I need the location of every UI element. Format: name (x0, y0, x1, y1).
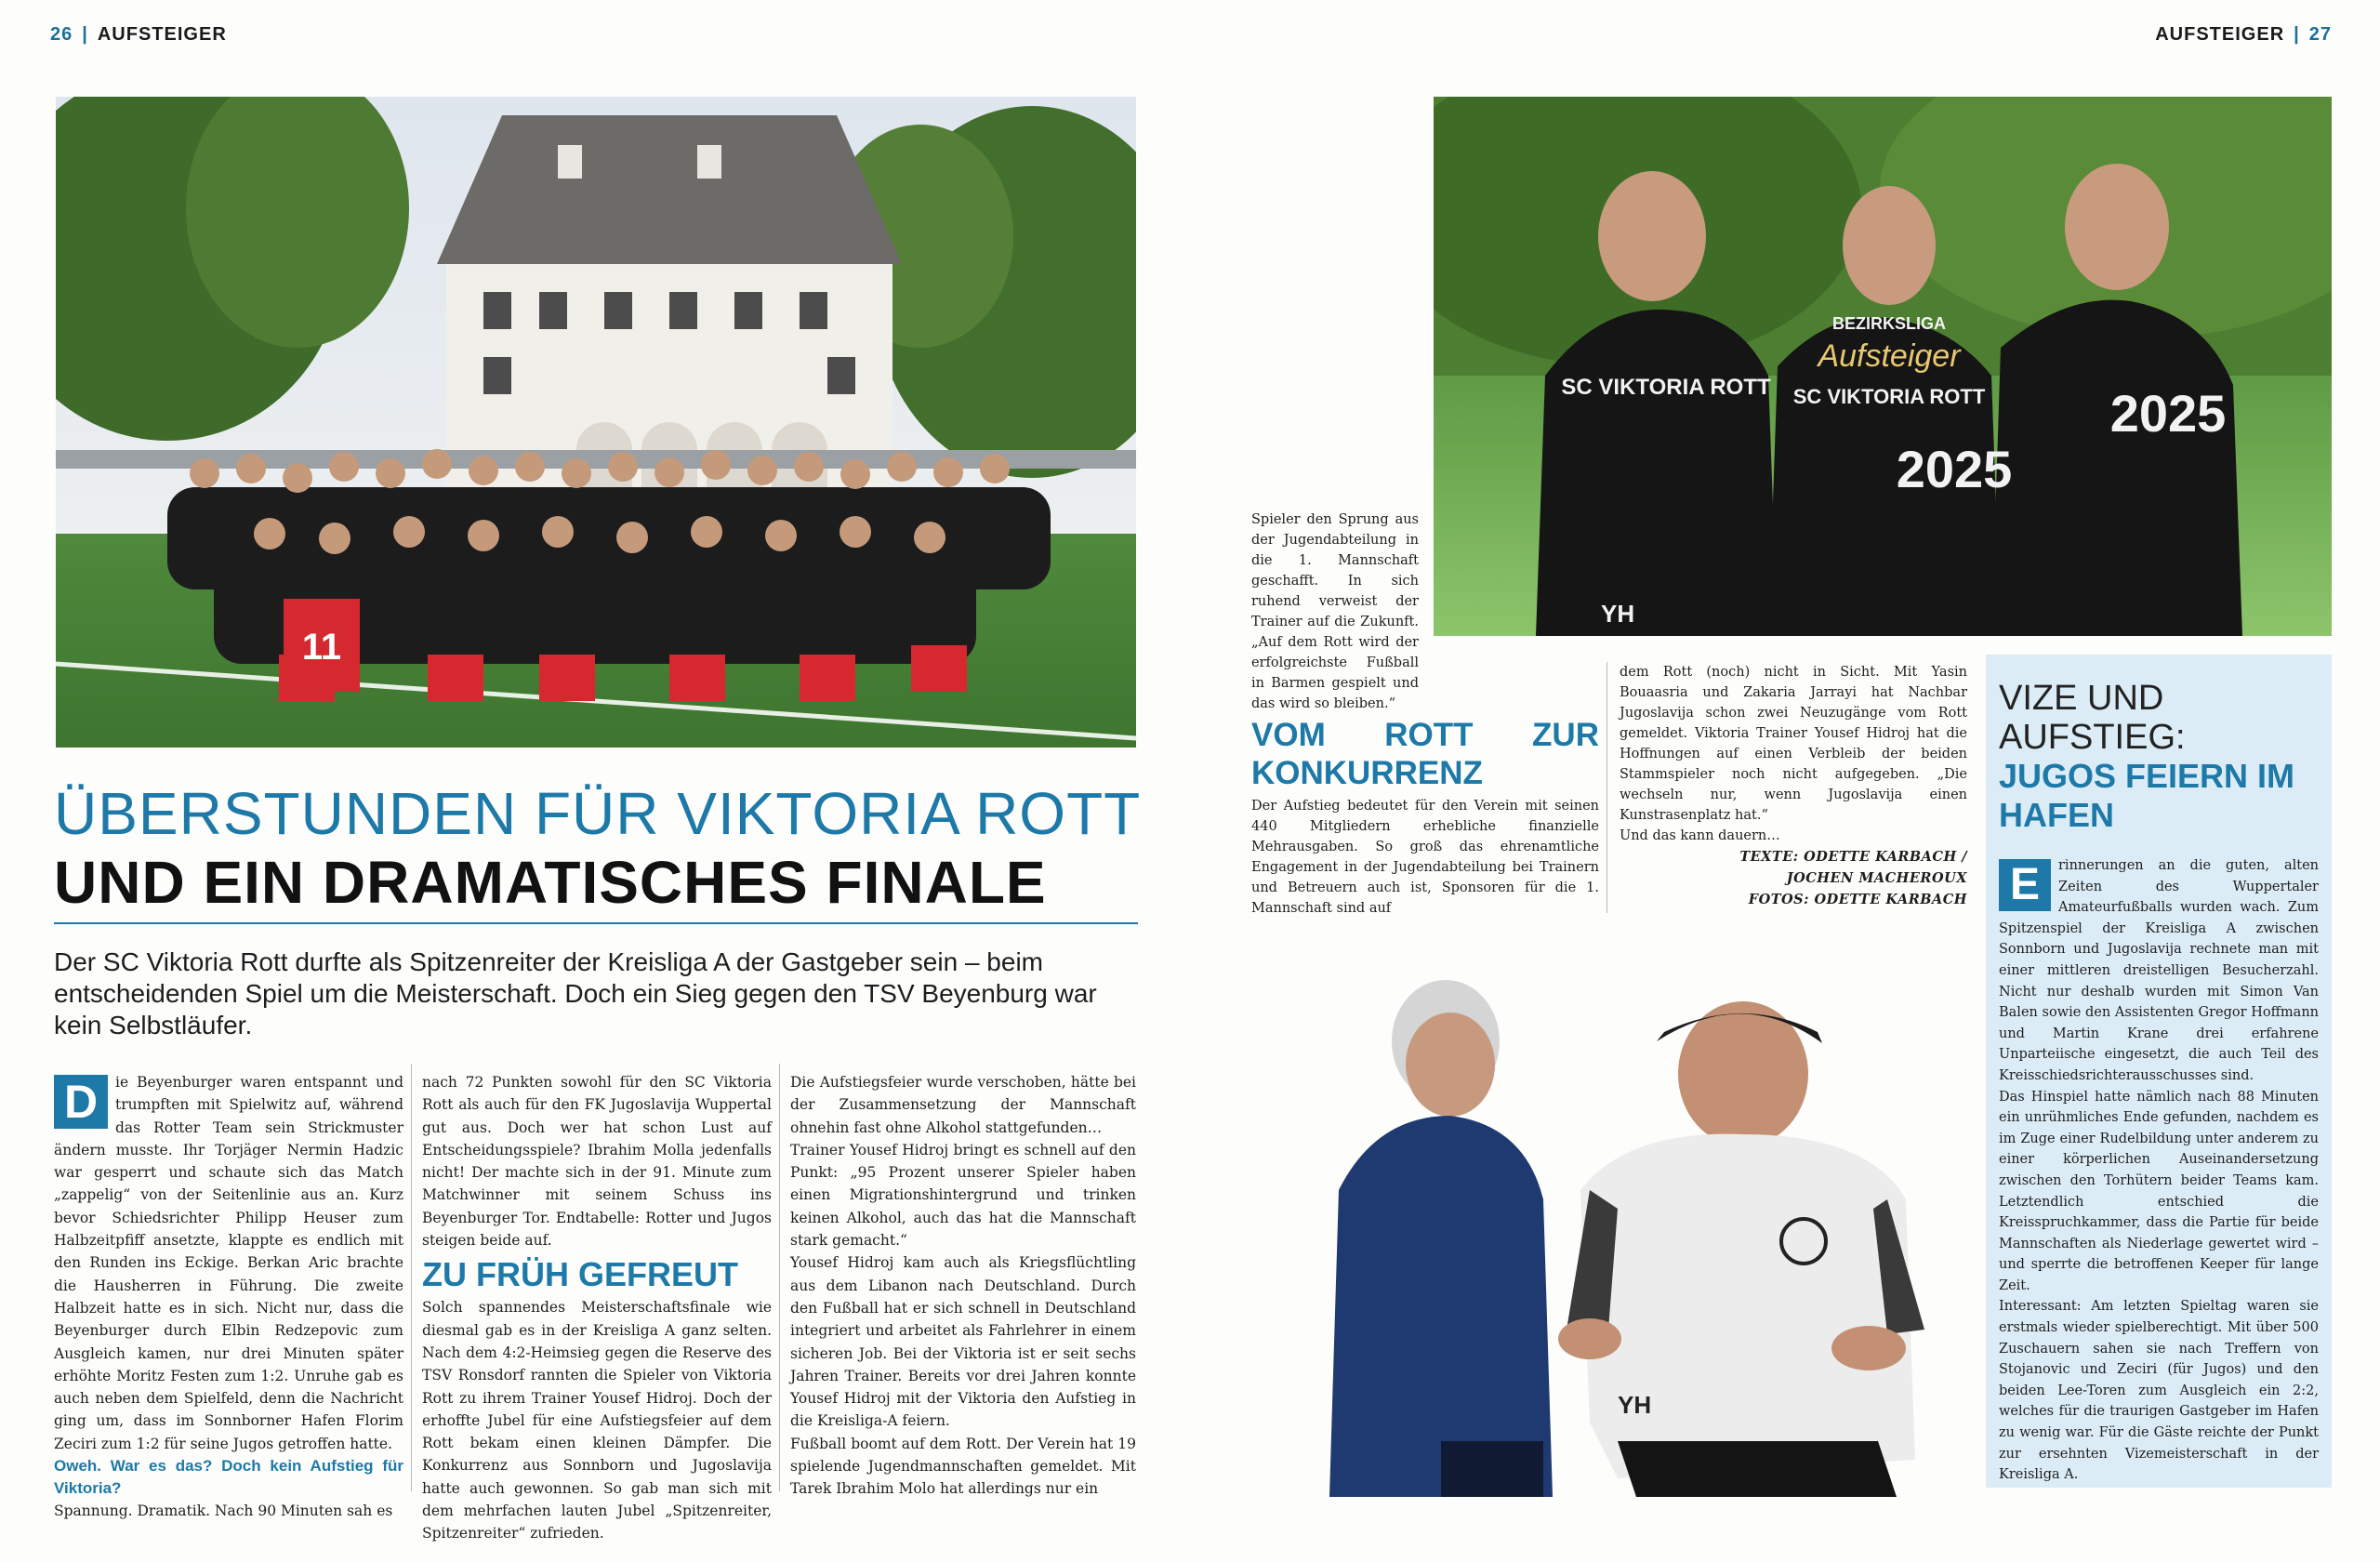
col1-text-end: Spannung. Dramatik. Nach 90 Minuten sah es (54, 1502, 393, 1520)
col4-text-2: Der Aufstieg bedeutet für den Verein mit seinen 440 Mitgliedern erhebliche finanzielle Mehrausgaben. So groß das ehrenamtliche Engagement in der Jugendabteilung bei Trainern und Betreuern auch ist, Sponsoren für die 1. Mannschaft sind auf (1251, 799, 1599, 916)
article-column-4a (1251, 510, 1419, 714)
credit-line-2: JOCHEN MACHEROUX (1786, 870, 1967, 886)
column-divider (779, 1064, 780, 1491)
column-divider (1606, 662, 1607, 913)
col3-text-2: Trainer Yousef Hidroj bringt es schnell auf den Punkt: „95 Prozent unserer Spieler haben einen Migrationshintergrund und trinken keinen Alkohol, auch das hat die Mannschaft stark gemacht.“ (790, 1141, 1136, 1250)
col3-text-4: Fußball boomt auf dem Rott. Der Verein hat 19 spielende Jugendmannschaften gemeldet. Mit Tarek Ibrahim Molo hat allerdings nur ein (790, 1435, 1136, 1498)
box-text (1999, 855, 2319, 1486)
page-header-left: 26 | AUFSTEIGER (50, 24, 227, 45)
shirt-league: BEZIRKSLIGA (1831, 314, 1947, 333)
page-header-right: AUFSTEIGER | 27 (2155, 24, 2332, 45)
sidebar-box (1986, 655, 2332, 1488)
col3-text-3: Yousef Hidroj kam auch als Kriegsflüchtling aus dem Libanon nach Deutschland. Durch den Fußball hat er sich schnell in Deutschland integriert und arbeitet als Fahrlehrer in einem sicheren Job. Bei der Viktoria ist er seit sechs Jahren Trainer. Bereits vor drei Jahren konnte Yousef Hidroj mit der Viktoria den Aufstieg in die Kreisliga-A feiern. (790, 1254, 1136, 1430)
box-title-1: VIZE UND AUFSTIEG: (1999, 679, 2186, 757)
subhead-vom-rott: VOM ROTT ZUR KONKURRENZ (1251, 717, 1599, 791)
headline-line-2: UND EIN DRAMATISCHES FINALE (54, 849, 1047, 916)
box-text-2: Das Hinspiel hatte nämlich nach 88 Minuten ein unrühmliches Ende gefunden, nachdem es im Zuge einer Rudelbildung unter anderem zu einer körperlichen Auseinandersetzung zwischen den Torhütern beider Teams kam. Letztendlich entschied die Kreisspruchkammer, dass die Partie für beide Mannschaften als Niederlage gewertet wird – und sperrte die betroffenen Keeper für lange Zeit. (1999, 1089, 2319, 1293)
question-highlight: Oweh. War es das? Doch kein Aufstieg für Viktoria? (54, 1457, 403, 1498)
headline-rule (54, 922, 1138, 924)
col5-text: dem Rott (noch) nicht in Sicht. Mit Yasin Bouaasria und Zakaria Jarrayi hat Nachbar Jugoslavija schon zwei Neuzugänge vom Rott gemeldet. Viktoria Trainer Yousef Hidroj hat die Hoffnungen auf einen Verbleib der beiden Stammspieler noch nicht aufgegeben. „Die wechseln nur, wenn Jugoslavija einen Kunstrasenplatz hat.“ (1620, 665, 1967, 823)
held-shirt-number: 11 (301, 627, 342, 668)
shirt-year-right: 2025 (2109, 384, 2227, 443)
team-celebration-photo (56, 97, 1136, 748)
box-title-2: JUGOS FEIERN IM HAFEN (1999, 757, 2295, 834)
initials-cutout: YH (1618, 1391, 1652, 1419)
col2-text: nach 72 Punkten sowohl für den SC Viktoria Rott als auch für den FK Jugoslavija Wuppertal gut aus. Doch wer hat schon Lust auf Entscheidungsspiele? Ibrahim Molla jedenfalls nicht! Der machte sich in der 91. Minute zum Matchwinner mit seinem Schuss ins Beyenburger Tor. Endtabelle: Rotter und Jugos steigen beide auf. (422, 1074, 772, 1250)
col5-text-2: Und das kann dauern… (1620, 828, 1780, 843)
box-text-1: rinnerungen an die guten, alten Zeiten des Wuppertaler Amateurfußballs wurden wach. Zum Spitzenspiel der Kreisliga A zwischen Sonnborn und Jugoslavija rechnete man mit einer mittleren dreistelligen Besucherzahl. Nicht nur deshalb wurden mit Simon Van Balen sowie den Assistenten Gregor Hoffmann und Martin Krane drei erfahrene Unparteiische eingesetzt, die auch Teil des Kreisschiedsrichterausschusses sind. (1999, 858, 2319, 1083)
article-column-1 (54, 1071, 403, 1522)
page-number-right: 27 (2308, 24, 2332, 45)
box-text-3: Interessant: Am letzten Spieltag waren sie erstmals wieder spielberechtigt. Mit über 500 Zuschauern sahen sie nach Treffern von Stojanovic und Zeciri (für Jugos) und den beiden Lee-Toren zum Ausgleich ein 2:2, welches für die traurigen Gastgeber im Hafen zu wenig war. Für die Gäste reichte der Punkt zur ersehnten Vizemeisterschaft in der Kreisliga A. (1999, 1299, 2319, 1483)
drop-cap-d: D (54, 1075, 108, 1129)
credit-line-3: FOTOS: ODETTE KARBACH (1748, 892, 1967, 907)
article-column-2 (422, 1071, 772, 1545)
lead-paragraph: Der SC Viktoria Rott durfte als Spitzenreiter der Kreisliga A der Gastgeber sein – beim entscheidenden Spiel um die Meisterschaft. Doch ein Sieg gegen den TSV Beyenburg war kein Selbstläufer. (54, 947, 1097, 1039)
page-number-left: 26 (50, 24, 73, 45)
col4-text: Spieler den Sprung aus der Jugendabteilung in die 1. Mannschaft geschafft. In sich ruhend verweist der Trainer auf die Zukunft. „Auf dem Rott wird der erfolgreichste Fußball in Barmen gespielt und das wird so bleiben.“ (1251, 512, 1419, 711)
shirt-script: Aufsteiger (1818, 338, 1961, 374)
shirt-year: 2025 (1896, 440, 2013, 498)
shirt-text-left: SC VIKTORIA ROTT (1561, 375, 1771, 400)
column-divider (411, 1064, 412, 1491)
subhead-zu-frueh-gefreut: ZU FRÜH GEFREUT (422, 1255, 738, 1294)
col2-text-2: Solch spannendes Meisterschaftsfinale wie diesmal gab es in der Kreisliga A ganz selten. Nach dem 4:2-Heimsieg gegen die Reserve des TSV Ronsdorf rannten die Spieler von Viktoria Rott zu ihrem Trainer Yousef Hidroj. Doch der erhoffte Jubel für eine Aufstiegsfeier auf dem Rott bekam einen kleinen Dämpfer. Die Konkurrenz aus Sonnborn und Jugoslavija hatte auch gewonnen. So gab man sich mit dem mehrfachen lauten Jubel „Spitzenreiter, Spitzenreiter“ zufrieden. (422, 1299, 772, 1542)
article-column-3 (790, 1071, 1136, 1501)
initials-left: YH (1601, 600, 1635, 628)
section-label-left: AUFSTEIGER (97, 24, 227, 45)
coaches-cutout-photo (1311, 976, 1943, 1497)
trio-photo (1434, 97, 2332, 636)
section-label-right: AUFSTEIGER (2155, 24, 2285, 45)
drop-cap-e: E (1999, 859, 2051, 911)
article-column-4b (1251, 710, 1599, 919)
credit-line-1: TEXTE: ODETTE KARBACH / (1739, 849, 1967, 865)
col1-text: ie Beyenburger waren entspannt und trumpften mit Spielwitz auf, während das Rotter Team sein Strickmuster ändern musste. Ihr Torjäger Nermin Hadzic war gesperrt und schaute sich das Match „zappelig“ von der Seitenlinie aus an. Kurz bevor Schiedsrichter Philipp Heuser zum Halbzeitpfiff ansetzte, klappte es endlich mit den Runden ins Eckige. Berkan Aric brachte die Hausherren in Führung. Die zweite Halbzeit hatte es in sich. Nicht nur, dass die Beyenburger durch Elbin Redzepovic zum Ausgleich kamen, nur drei Minuten später erhöhte Moritz Festen zum 1:2. Unruhe gab es auch neben dem Spielfeld, denn die Nachricht ging um, dass im Sonnborner Hafen Florim Zeciri zum 1:2 für seine Jugos getroffen hatte. (54, 1074, 403, 1452)
headline-line-1: ÜBERSTUNDEN FÜR VIKTORIA ROTT (54, 780, 1142, 847)
article-column-5 (1620, 662, 1967, 910)
shirt-club: SC VIKTORIA ROTT (1792, 385, 1986, 408)
col3-text: Die Aufstiegsfeier wurde verschoben, hätte bei der Zusammensetzung der Mannschaft ohnehin fast ohne Alkohol stattgefunden… (790, 1074, 1136, 1136)
